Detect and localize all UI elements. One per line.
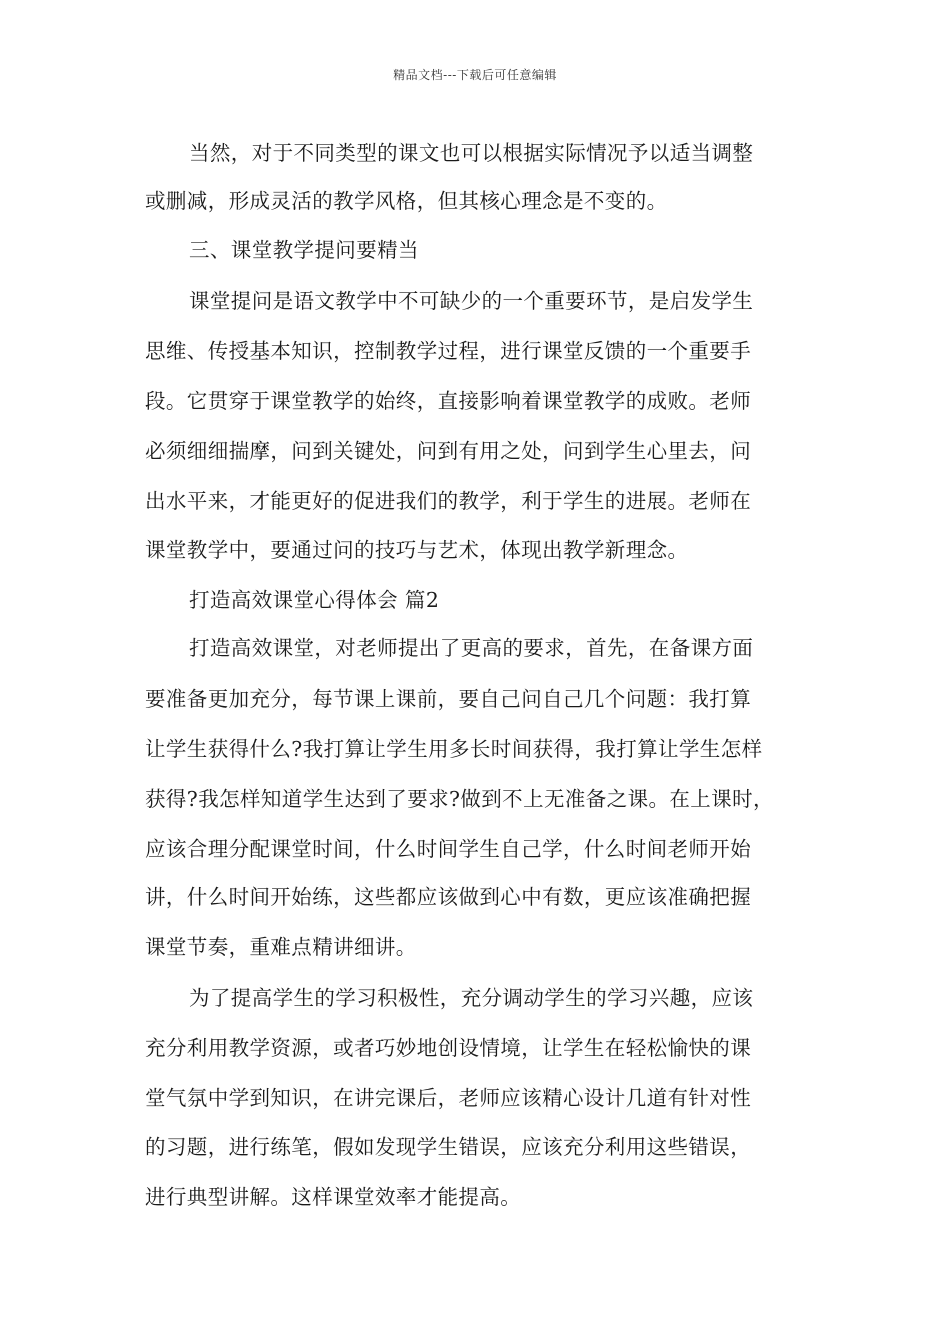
section-heading: 三、课堂教学提问要精当 [189, 238, 419, 262]
article-subtitle: 打造高效课堂心得体会 篇2 [189, 588, 440, 612]
text-line: 课堂提问是语文教学中不可缺少的一个重要环节，是启发学生 [189, 289, 754, 313]
text-line: 思维、传授基本知识，控制教学过程，进行课堂反馈的一个重要手 [145, 339, 752, 363]
text-line: 充分利用教学资源，或者巧妙地创设情境，让学生在轻松愉快的课 [145, 1036, 752, 1060]
text-line: 当然，对于不同类型的课文也可以根据实际情况予以适当调整 [189, 141, 754, 165]
text-line: 要准备更加充分，每节课上课前，要自己问自己几个问题：我打算 [145, 687, 752, 711]
text-line: 课堂教学中，要通过问的技巧与艺术，体现出教学新理念。 [145, 538, 689, 562]
text-line: 获得?我怎样知道学生达到了要求?做到不上无准备之课。在上课时， [145, 787, 774, 811]
text-line: 讲，什么时间开始练，这些都应该做到心中有数，更应该准确把握 [145, 885, 752, 909]
text-line: 段。它贯穿于课堂教学的始终，直接影响着课堂教学的成败。老师 [145, 389, 752, 413]
text-line: 必须细细揣摩，问到关键处，问到有用之处，问到学生心里去，问 [145, 439, 752, 463]
text-line: 让学生获得什么?我打算让学生用多长时间获得，我打算让学生怎样 [145, 737, 763, 761]
text-line: 堂气氛中学到知识，在讲完课后，老师应该精心设计几道有针对性 [145, 1086, 752, 1110]
text-line: 课堂节奏，重难点精讲细讲。 [145, 935, 417, 959]
text-line: 应该合理分配课堂时间，什么时间学生自己学，什么时间老师开始 [145, 837, 752, 861]
text-line: 进行典型讲解。这样课堂效率才能提高。 [145, 1185, 522, 1209]
text-line: 或删减，形成灵活的教学风格，但其核心理念是不变的。 [145, 189, 668, 213]
text-line: 打造高效课堂，对老师提出了更高的要求，首先，在备课方面 [189, 636, 754, 660]
text-line: 为了提高学生的学习积极性，充分调动学生的学习兴趣，应该 [189, 986, 754, 1010]
text-line: 的习题，进行练笔，假如发现学生错误，应该充分利用这些错误， [145, 1135, 752, 1159]
page-header: 精品文档---下载后可任意编辑 [393, 68, 557, 82]
text-line: 出水平来，才能更好的促进我们的教学，利于学生的进展。老师在 [145, 489, 752, 513]
